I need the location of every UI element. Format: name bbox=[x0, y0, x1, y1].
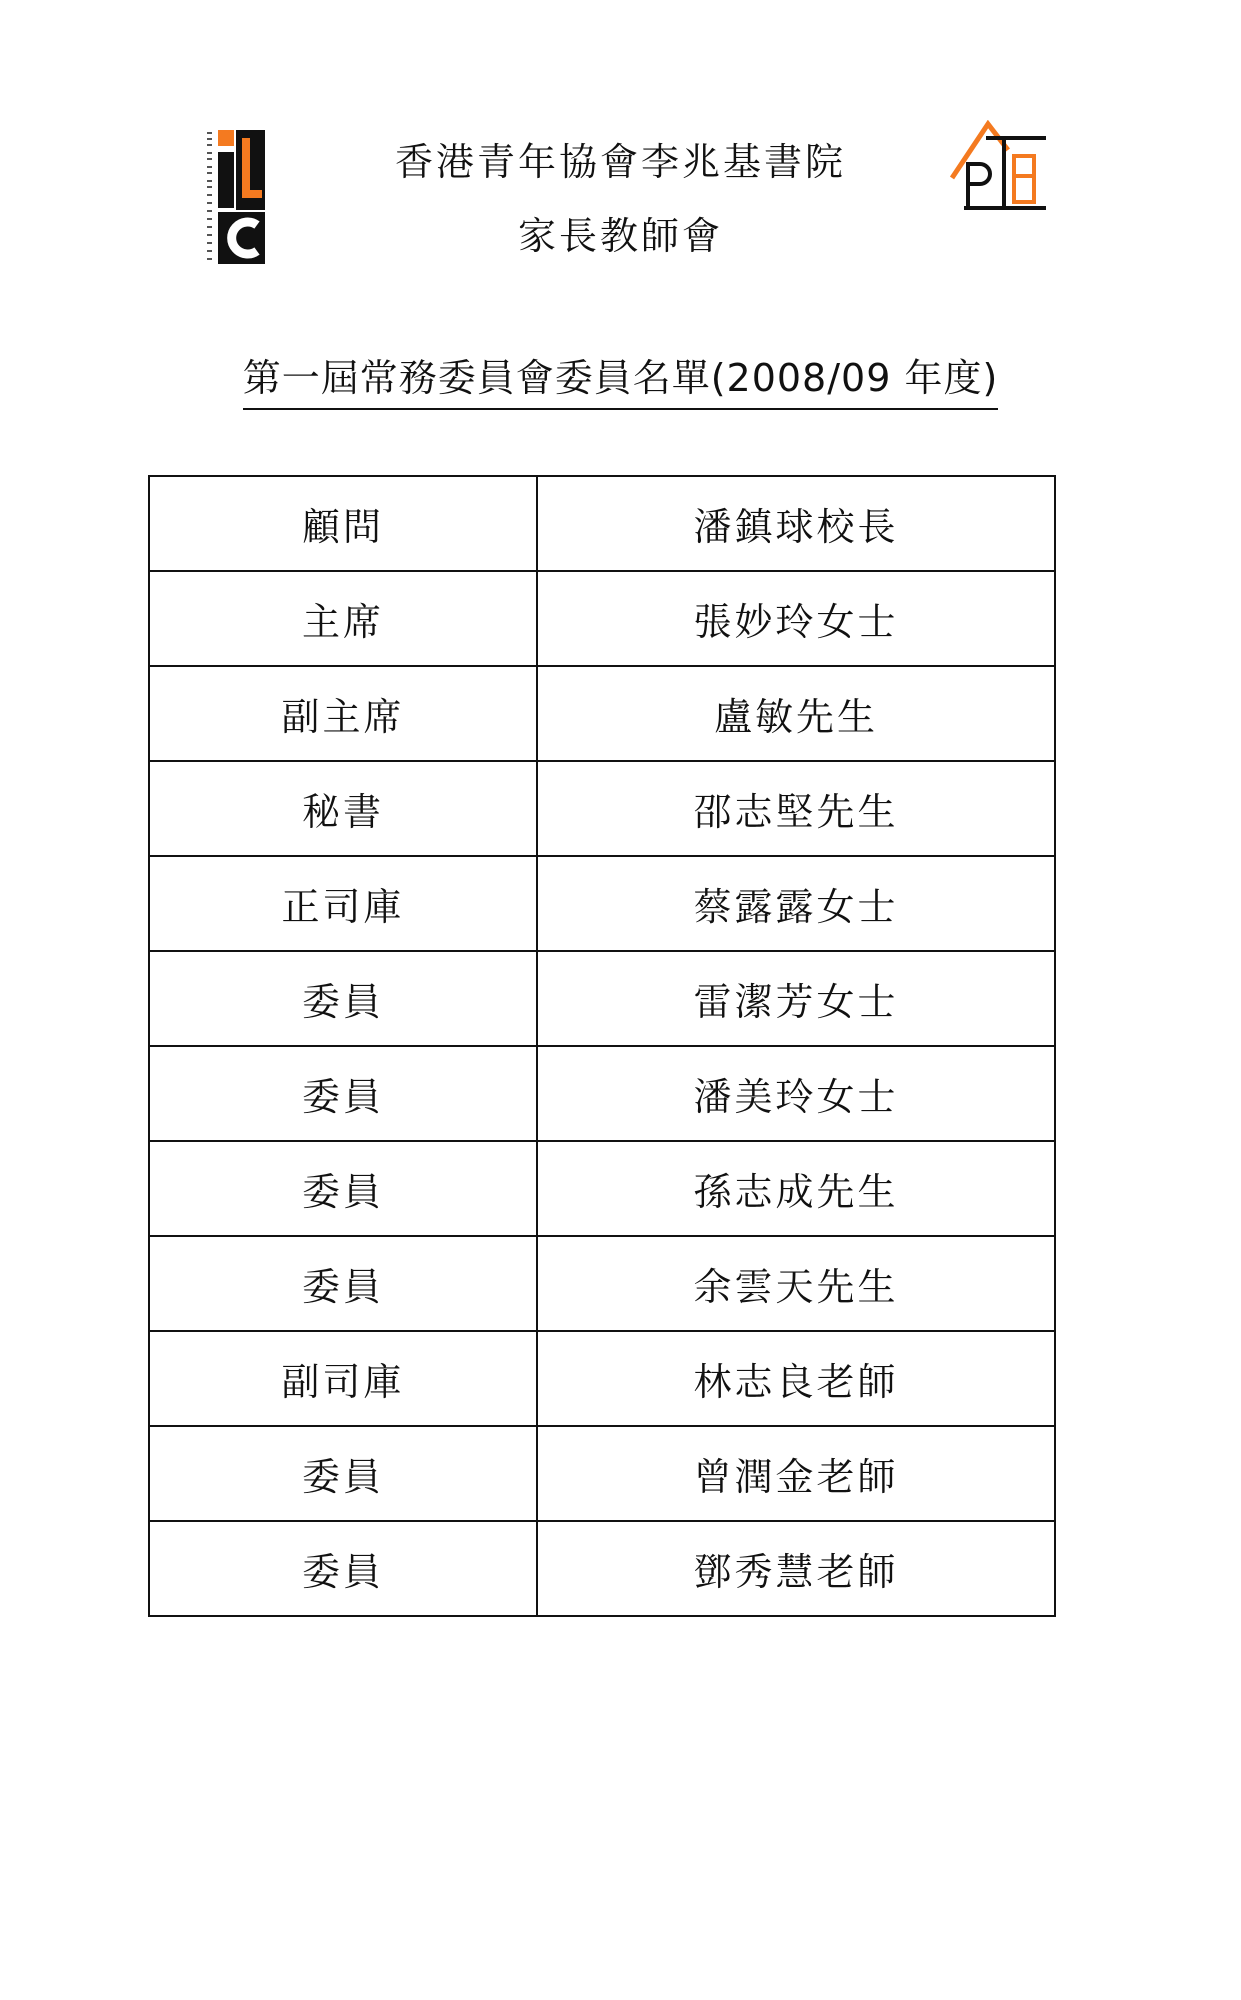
name-cell: 孫志成先生 bbox=[537, 1141, 1055, 1236]
name-cell: 邵志堅先生 bbox=[537, 761, 1055, 856]
name-cell: 鄧秀慧老師 bbox=[537, 1521, 1055, 1616]
table-row bbox=[149, 666, 1055, 761]
table-row bbox=[149, 856, 1055, 951]
role-cell: 委員 bbox=[149, 1141, 537, 1236]
name-cell: 曾潤金老師 bbox=[537, 1426, 1055, 1521]
association-name: 家長教師會 bbox=[517, 214, 723, 258]
role-cell: 顧問 bbox=[149, 476, 537, 571]
table-row bbox=[149, 1331, 1055, 1426]
role-cell: 委員 bbox=[149, 1046, 537, 1141]
name-cell: 蔡露露女士 bbox=[537, 856, 1055, 951]
name-cell: 張妙玲女士 bbox=[537, 571, 1055, 666]
table-row bbox=[149, 1046, 1055, 1141]
name-cell: 盧敏先生 bbox=[537, 666, 1055, 761]
role-cell: 委員 bbox=[149, 951, 537, 1046]
table-row bbox=[149, 1141, 1055, 1236]
role-cell: 正司庫 bbox=[149, 856, 537, 951]
table-row bbox=[149, 1426, 1055, 1521]
role-cell: 委員 bbox=[149, 1236, 537, 1331]
table-row bbox=[149, 761, 1055, 856]
table-row bbox=[149, 1521, 1055, 1616]
table-row bbox=[149, 476, 1055, 571]
role-cell: 副司庫 bbox=[149, 1331, 537, 1426]
role-cell: 主席 bbox=[149, 571, 537, 666]
role-cell: 委員 bbox=[149, 1426, 537, 1521]
name-cell: 潘鎮球校長 bbox=[537, 476, 1055, 571]
table-row bbox=[149, 951, 1055, 1046]
name-cell: 余雲天先生 bbox=[537, 1236, 1055, 1331]
document-header bbox=[0, 125, 1241, 273]
role-cell: 副主席 bbox=[149, 666, 537, 761]
role-cell: 委員 bbox=[149, 1521, 537, 1616]
table-row bbox=[149, 1236, 1055, 1331]
school-name: 香港青年協會李兆基書院 bbox=[394, 140, 846, 184]
name-cell: 雷潔芳女士 bbox=[537, 951, 1055, 1046]
name-cell: 林志良老師 bbox=[537, 1331, 1055, 1426]
document-title: 第一屆常務委員會委員名單(2008/09 年度) bbox=[243, 352, 999, 410]
document-title-wrapper bbox=[0, 352, 1241, 410]
name-cell: 潘美玲女士 bbox=[537, 1046, 1055, 1141]
table-row bbox=[149, 571, 1055, 666]
committee-table bbox=[148, 475, 1056, 1617]
role-cell: 秘書 bbox=[149, 761, 537, 856]
